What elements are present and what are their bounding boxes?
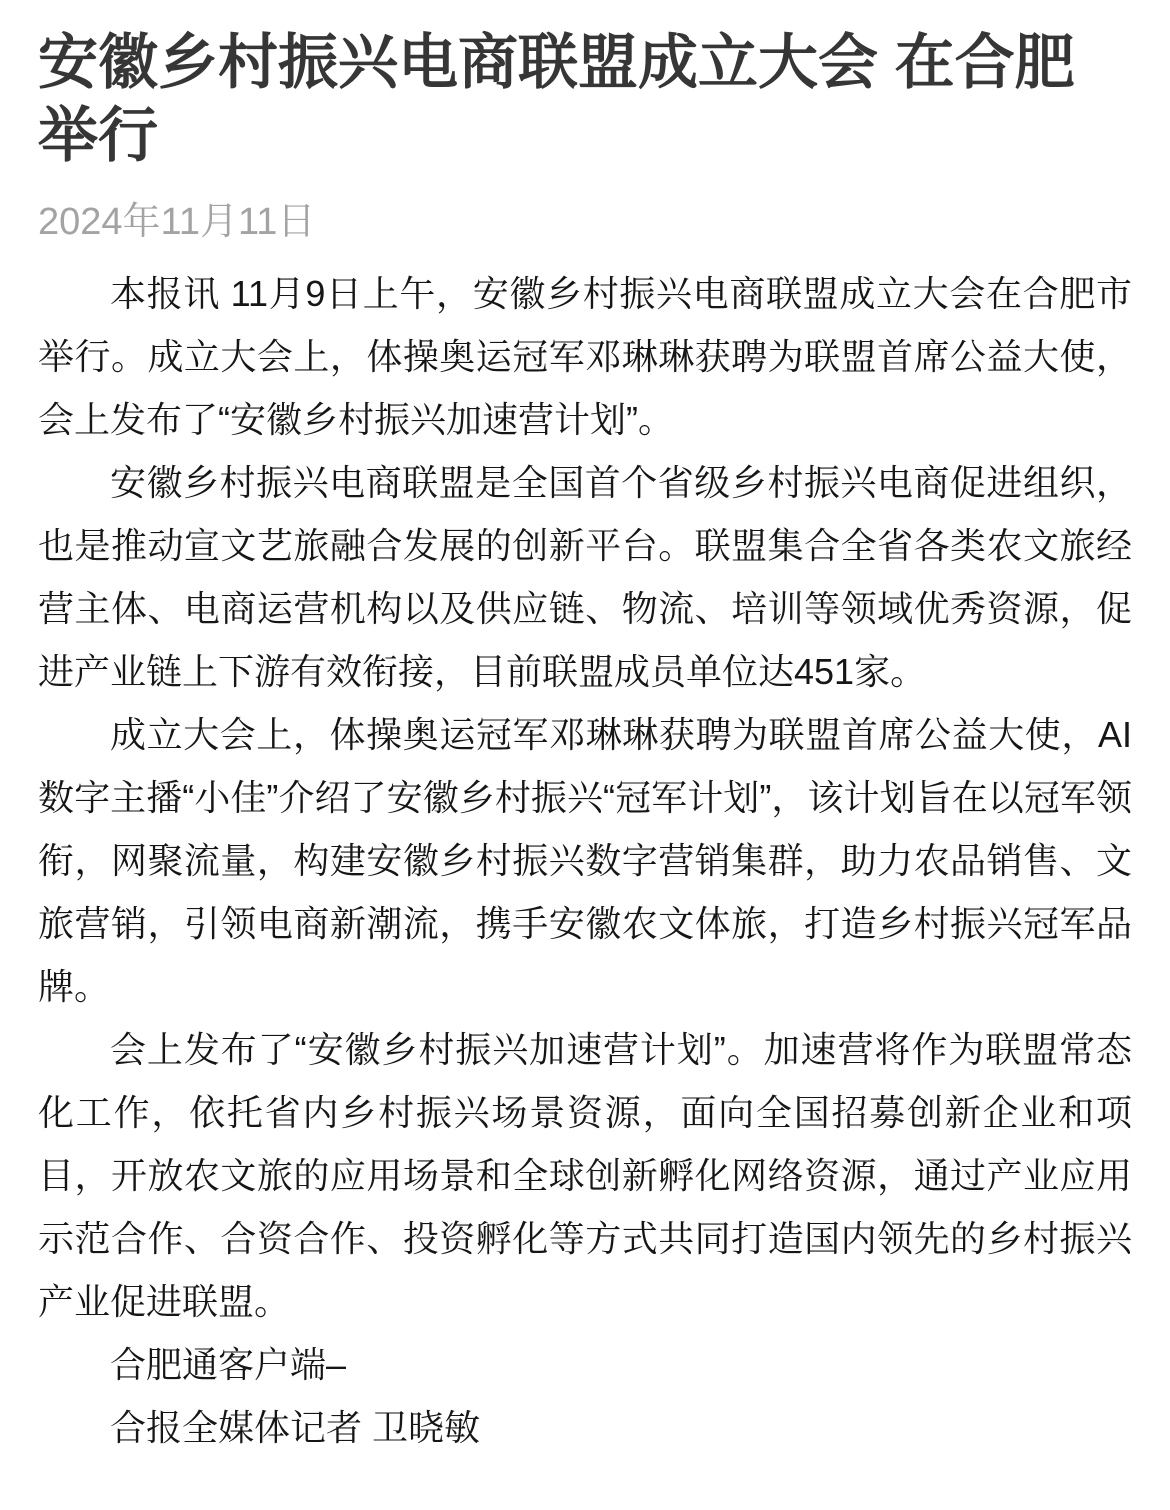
article-date: 2024年11月11日 bbox=[38, 201, 316, 243]
article-source-line: 合肥通客户端– bbox=[110, 1344, 347, 1385]
article-paragraph-3: 成立大会上，体操奥运冠军邓琳琳获聘为联盟首席公益大使，AI数字主播“小佳”介绍了安徽乡村振兴“冠军计划”，该计划旨在以冠军领衔，网聚流量，构建安徽乡村振兴数字营销集群，助力农品销售、文旅营销，引领电商新潮流，携手安徽农文体旅，打造乡村振兴冠军品牌。 bbox=[38, 714, 1132, 1007]
news-article bbox=[0, 26, 1170, 1489]
article-paragraph-2: 安徽乡村振兴电商联盟是全国首个省级乡村振兴电商促进组织，也是推动宣文艺旅融合发展的创新平台。联盟集合全省各类农文旅经营主体、电商运营机构以及供应链、物流、培训等领域优秀资源，促进产业链上下游有效衔接，目前联盟成员单位达451家。 bbox=[38, 462, 1132, 692]
article-title: 安徽乡村振兴电商联盟成立大会 在合肥举行 bbox=[38, 29, 1075, 169]
article-body bbox=[38, 262, 1132, 1459]
article-reporter-line: 合报全媒体记者 卫晓敏 bbox=[110, 1407, 481, 1448]
article-paragraph-4: 会上发布了“安徽乡村振兴加速营计划”。加速营将作为联盟常态化工作，依托省内乡村振兴场景资源，面向全国招募创新企业和项目，开放农文旅的应用场景和全球创新孵化网络资源，通过产业应用示范合作、合资合作、投资孵化等方式共同打造国内领先的乡村振兴产业促进联盟。 bbox=[38, 1029, 1132, 1322]
article-paragraph-1: 本报讯 11月9日上午，安徽乡村振兴电商联盟成立大会在合肥市举行。成立大会上，体操奥运冠军邓琳琳获聘为联盟首席公益大使，会上发布了“安徽乡村振兴加速营计划”。 bbox=[38, 273, 1132, 440]
